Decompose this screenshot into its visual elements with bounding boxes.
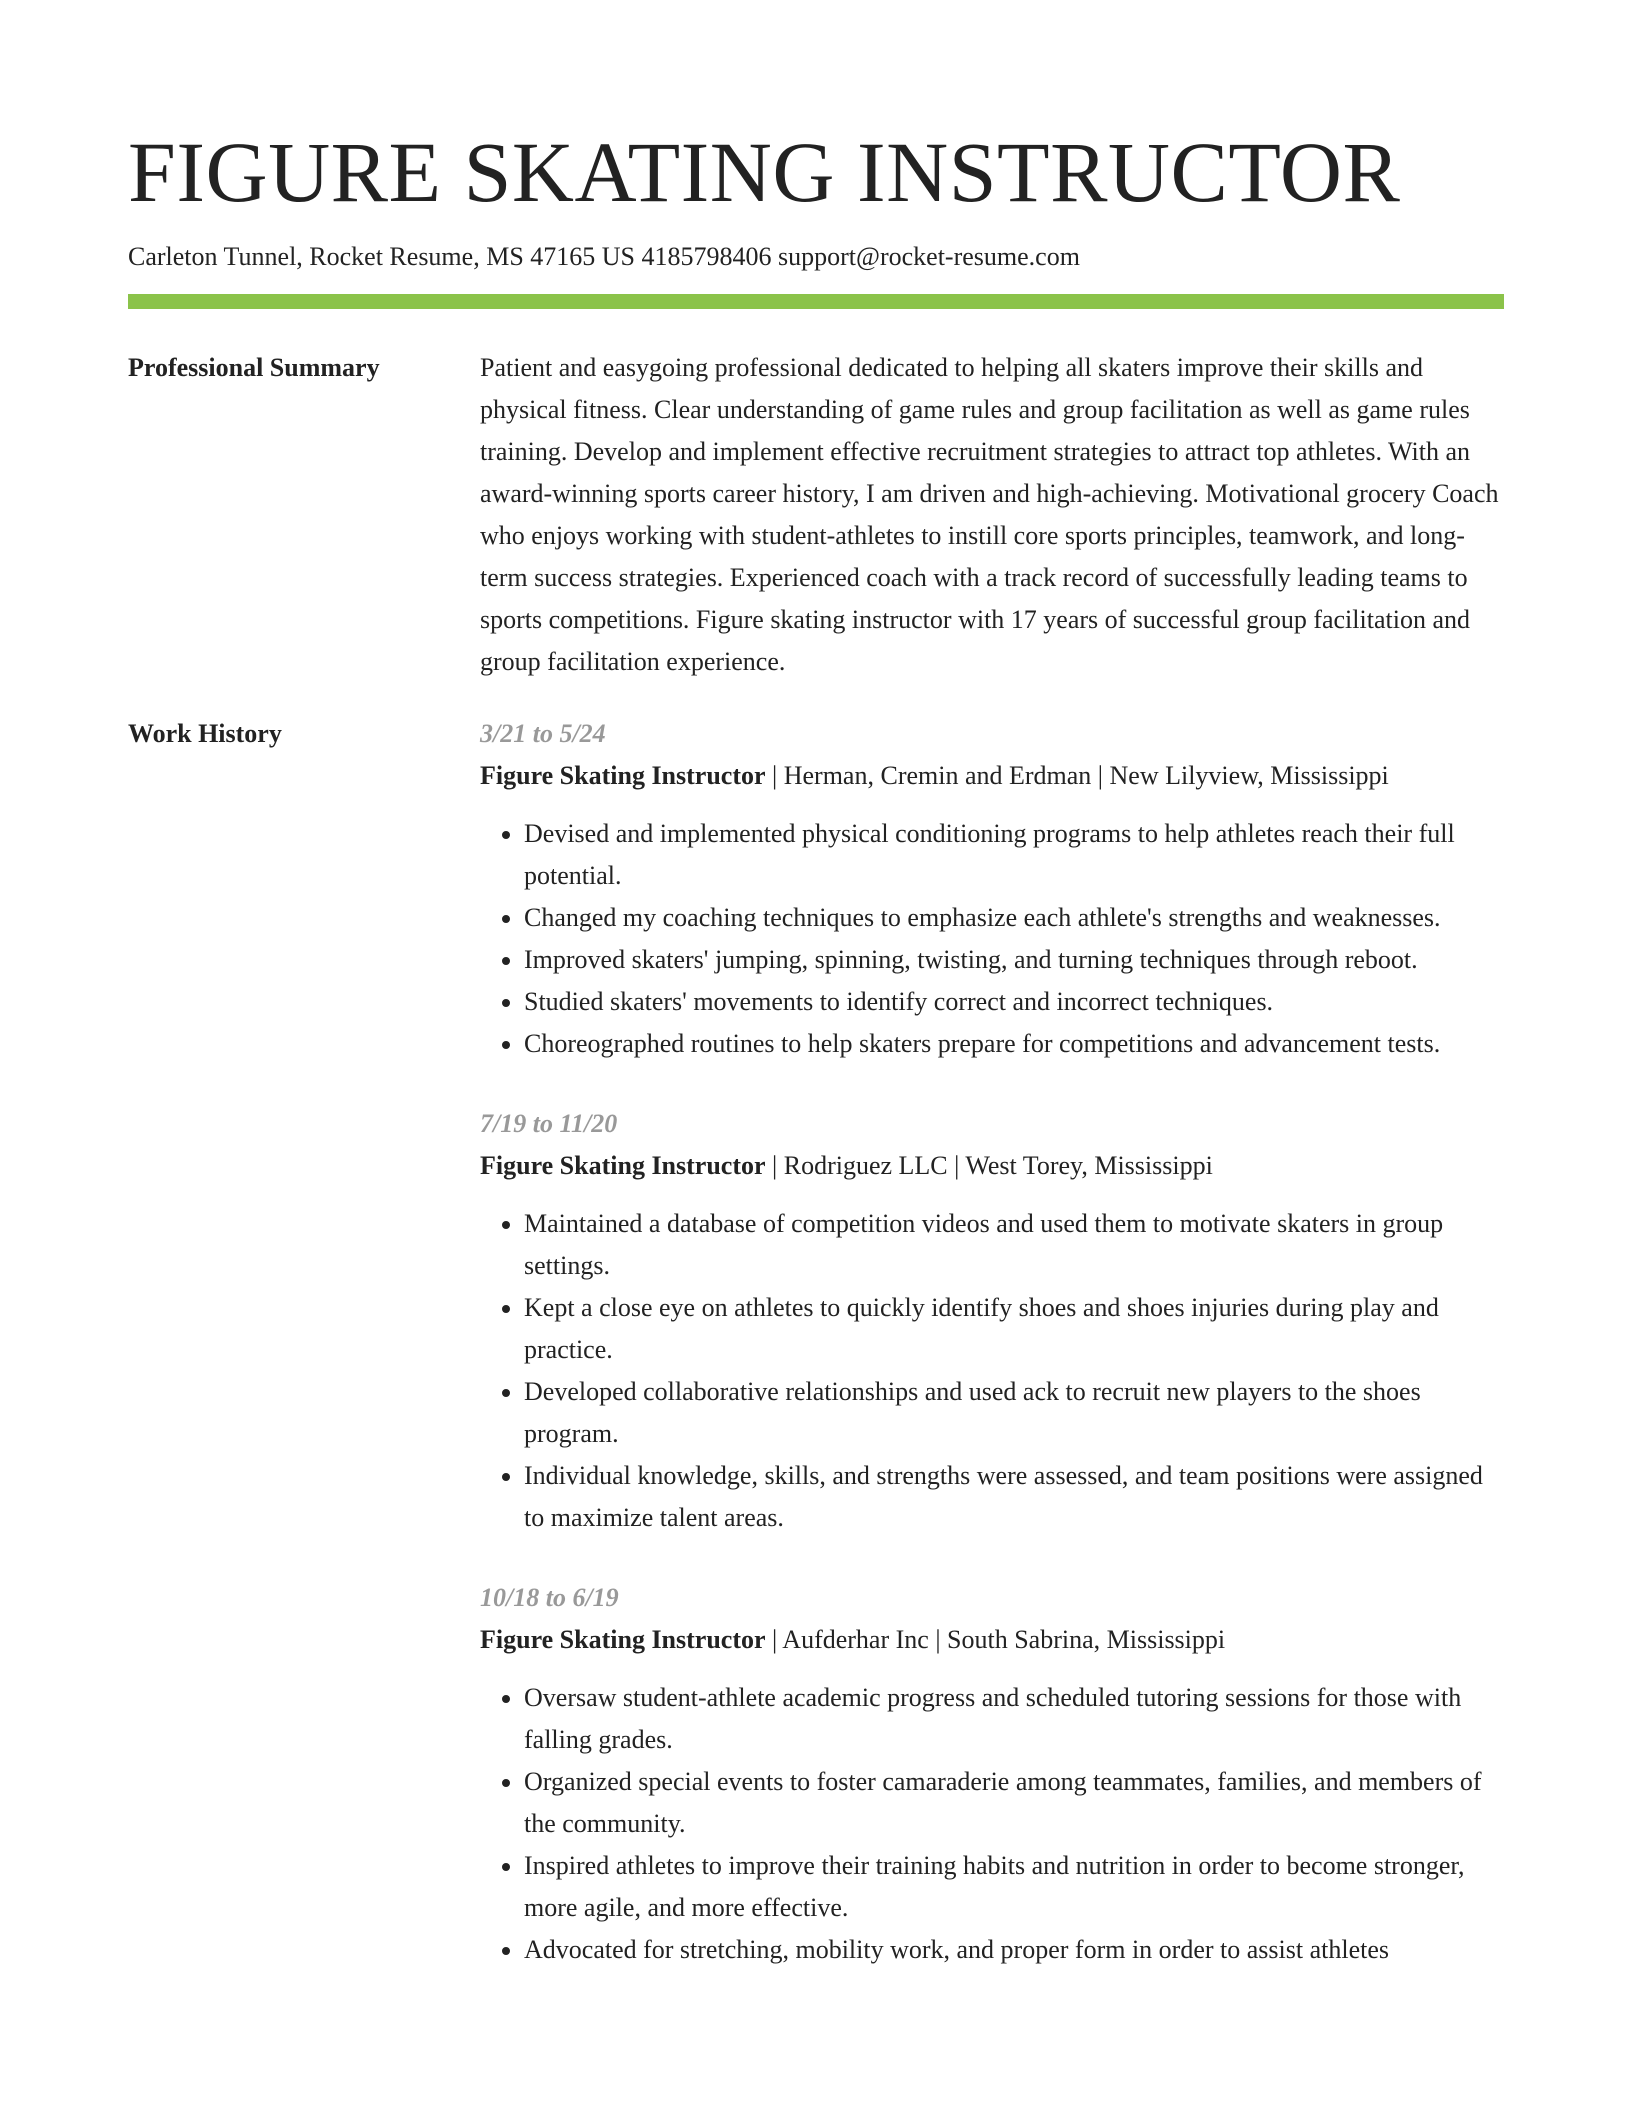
summary-text: Patient and easygoing professional dedicated to helping all skaters improve their skills and physical fitness. Clear understanding of game rules and group facilitation as well as game rules training. Develop and implement effective recruitment strategies to attract top athletes. With an award-winning sports career history, I am driven and high-achieving. Motivational grocery Coach who enjoys working with student-athletes to instill core sports principles, teamwork, and long-term success strategies. Experienced coach with a track record of successfully leading teams to sports competitions. Figure skating instructor with 17 years of successful group facilitation and group facilitation experience. [480, 353, 1499, 676]
job-bullet: • Individual knowledge, skills, and strengths were assessed, and team positions were assigned to maximize talent areas. [524, 1455, 1504, 1539]
resume-page [128, 0, 1504, 2009]
job-bullet: • Organized special events to foster camaraderie among teammates, families, and members of the community. [524, 1761, 1504, 1845]
job-employer-location: | Herman, Cremin and Erdman | New Lilyview, Mississippi [765, 761, 1389, 790]
job-title: Figure Skating Instructor [480, 1151, 766, 1180]
job-dates: 7/19 to 11/20 [480, 1109, 618, 1138]
job-entry [480, 1577, 1504, 1971]
job-bullet: • Improved skaters' jumping, spinning, twisting, and turning techniques through reboot. [524, 939, 1504, 981]
job-bullet: • Kept a close eye on athletes to quickly identify shoes and shoes injuries during play and practice. [524, 1287, 1504, 1371]
job-bullet: • Inspired athletes to improve their training habits and nutrition in order to become stronger, more agile, and more effective. [524, 1845, 1504, 1929]
job-bullet: • Maintained a database of competition videos and used them to motivate skaters in group settings. [524, 1203, 1504, 1287]
contact-line: Carleton Tunnel, Rocket Resume, MS 47165 US 4185798406 support@rocket-resume.com [128, 242, 1080, 271]
job-title: Figure Skating Instructor [480, 1625, 766, 1654]
job-dates: 3/21 to 5/24 [480, 719, 606, 748]
section-title-summary: Professional Summary [128, 353, 380, 382]
section-title-work-history: Work History [128, 719, 282, 748]
job-bullet: • Changed my coaching techniques to emphasize each athlete's strengths and weaknesses. [524, 897, 1504, 939]
job-bullet-list [480, 1203, 1504, 1539]
job-employer-location: | Aufderhar Inc | South Sabrina, Mississippi [765, 1625, 1226, 1654]
job-employer-location: | Rodriguez LLC | West Torey, Mississippi [765, 1151, 1213, 1180]
job-entry [480, 1103, 1504, 1539]
job-bullet: • Studied skaters' movements to identify correct and incorrect techniques. [524, 981, 1504, 1023]
job-entry [480, 713, 1504, 1065]
job-bullet: • Choreographed routines to help skaters prepare for competitions and advancement tests. [524, 1023, 1504, 1065]
job-bullet: • Oversaw student-athlete academic progress and scheduled tutoring sessions for those with falling grades. [524, 1677, 1504, 1761]
job-heading [480, 1619, 1504, 1661]
job-heading [480, 755, 1504, 797]
job-heading [480, 1145, 1504, 1187]
professional-summary-section [128, 347, 1504, 683]
job-bullet-list [480, 813, 1504, 1065]
accent-divider [128, 294, 1504, 309]
job-bullet: • Devised and implemented physical conditioning programs to help athletes reach their full potential. [524, 813, 1504, 897]
job-title: Figure Skating Instructor [480, 761, 766, 790]
job-bullet: • Developed collaborative relationships and used ack to recruit new players to the shoes program. [524, 1371, 1504, 1455]
work-history-section [128, 713, 1504, 2009]
job-bullet-list [480, 1677, 1504, 1971]
job-bullet: • Advocated for stretching, mobility work, and proper form in order to assist athletes [524, 1929, 1504, 1971]
job-dates: 10/18 to 6/19 [480, 1583, 619, 1612]
resume-name-heading: FIGURE SKATING INSTRUCTOR [128, 124, 1401, 220]
